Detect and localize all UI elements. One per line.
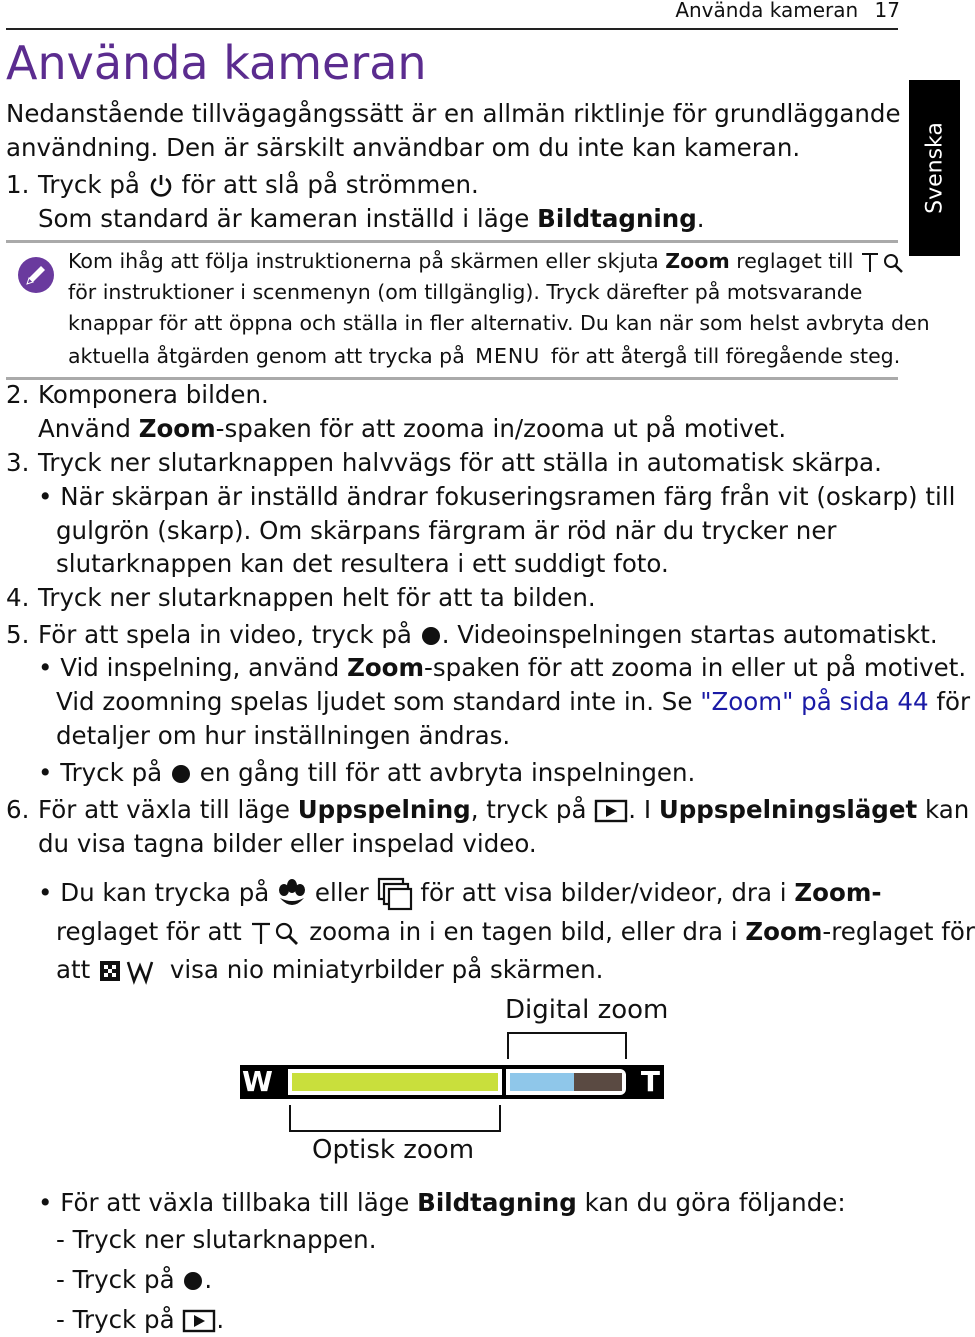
step-text: visa nio miniatyrbilder på skärmen. (169, 955, 604, 984)
step-text: eller (314, 878, 369, 907)
zoom-keyword: Zoom (138, 414, 216, 443)
step-text: Komponera bilden. (38, 380, 269, 409)
mode-name: Uppspelningsläget (658, 795, 918, 824)
step-number: 5. (6, 620, 30, 649)
zoom-keyword: Zoom (347, 653, 425, 682)
note-text: aktuella åtgärden genom att trycka på (68, 344, 465, 368)
step-text: Tryck ner slutarknappen helt för att ta bilden. (38, 583, 596, 612)
step-text: • Vid inspelning, använd (38, 653, 340, 682)
optical-zoom-label: Optisk zoom (312, 1135, 475, 1165)
language-tab-label: Svenska (922, 122, 947, 214)
step-text: för att slå på strömmen. (181, 170, 479, 199)
digital-zoom-fill (510, 1073, 574, 1091)
step-text: zooma in i en tagen bild, eller dra i (309, 917, 738, 946)
step-text: en gång till för att avbryta inspelningen. (199, 758, 696, 787)
step-5-bullet-1-end: detaljer om hur inställningen ändras. (56, 721, 511, 750)
step-number: 1. (6, 170, 30, 199)
mode-name: Uppspelning (297, 795, 471, 824)
step-3 (6, 446, 882, 480)
step-number: 6. (6, 795, 30, 824)
step-number: 2. (6, 380, 30, 409)
step-text: för (936, 687, 971, 716)
zoom-keyword: Zoom (745, 917, 823, 946)
note-text: Kom ihåg att följa instruktionerna på skärmen eller skjuta (68, 249, 659, 273)
thumbnail-wide-icon (98, 958, 162, 984)
continuous-shot-icon (377, 877, 413, 911)
step-text: Vid zoomning spelas ljudet som standard inte in. Se (56, 687, 693, 716)
mode-name: Bildtagning (417, 1188, 577, 1217)
step-text: -spaken för att zooma in eller ut på motivet. (424, 653, 967, 682)
step-6-bullet-1-end (56, 953, 603, 987)
step-5-bullet-2 (38, 756, 695, 790)
intro-line-2: användning. Den är särskilt användbar om du inte kan kameran. (6, 133, 801, 162)
step-text: -spaken för att zooma in/zooma ut på motivet. (215, 414, 787, 443)
step-text: - Tryck på (56, 1305, 175, 1334)
step-text: att (56, 955, 91, 984)
step-text: - (871, 878, 882, 907)
step-text: • Du kan trycka på (38, 878, 270, 907)
macro-flower-icon (277, 878, 307, 910)
step-3-bullet-3: slutarknappen kan det resultera i ett suddigt foto. (56, 549, 669, 578)
punct: . (696, 204, 705, 233)
step-2-detail (38, 412, 786, 446)
step-4 (6, 581, 596, 615)
step-text: -reglaget för (822, 917, 975, 946)
punct: . (204, 1265, 213, 1294)
note-text: reglaget till (736, 249, 854, 273)
record-button-icon (420, 625, 442, 647)
step-6-line-2: du visa tagna bilder eller inspelad video. (38, 829, 537, 858)
mode-name: Bildtagning (537, 204, 697, 233)
page-number: 17 (874, 0, 900, 22)
t-label: T (640, 1065, 660, 1098)
step-text: för att visa bilder/videor, dra i (420, 878, 787, 907)
step-text: • Tryck på (38, 758, 163, 787)
step-text: För att spela in video, tryck på (38, 620, 412, 649)
zoom-keyword: Zoom (794, 878, 872, 907)
playback-icon (594, 798, 628, 824)
step-1 (6, 168, 479, 202)
w-label: W (242, 1065, 273, 1098)
note-line-1 (68, 246, 906, 276)
digital-zoom-remaining (574, 1073, 622, 1091)
note-line-3: knappar för att öppna och ställa in fler alternativ. Du kan när som helst avbryta den (68, 311, 930, 335)
step-6-bullet-1 (38, 876, 882, 911)
return-bullet (38, 1186, 846, 1220)
step-6 (6, 793, 969, 827)
step-1-detail (38, 202, 705, 236)
tele-zoom-icon (250, 920, 302, 946)
power-icon (148, 173, 174, 199)
digital-zoom-bracket (506, 1029, 630, 1061)
step-number: 3. (6, 448, 30, 477)
note-line-4 (68, 341, 900, 371)
step-3-bullet-2: gulgrön (skarp). Om skärpans färgram är röd när du trycker ner (56, 516, 837, 545)
note-text: för att återgå till föregående steg. (550, 344, 901, 368)
tele-zoom-icon (860, 250, 906, 274)
page-title: Använda kameran (6, 36, 427, 90)
intro-line-1: Nedanstående tillvägagångssätt är en allmän riktlinje för grundläggande (6, 99, 901, 128)
return-option-2 (56, 1263, 212, 1297)
zoom-diagram (230, 995, 680, 1175)
step-text: Använd (38, 414, 131, 443)
step-text: - Tryck på (56, 1265, 175, 1294)
step-text: För att växla till läge (38, 795, 290, 824)
optical-zoom-bracket (288, 1103, 504, 1135)
return-option-3 (56, 1303, 224, 1337)
step-text: Tryck ner slutarknappen halvvägs för att ställa in automatisk skärpa. (38, 448, 882, 477)
record-button-icon (182, 1270, 204, 1292)
running-title: Använda kameran (675, 0, 859, 22)
language-tab (909, 80, 960, 256)
step-number: 4. (6, 583, 30, 612)
step-3-bullet-1: • När skärpan är inställd ändrar fokuseringsramen färg från vit (oskarp) till (38, 482, 956, 511)
step-text: Tryck på (38, 170, 140, 199)
step-text: kan (924, 795, 970, 824)
step-6-bullet-1-cont (56, 915, 975, 949)
running-header (675, 0, 900, 22)
step-2 (6, 378, 269, 412)
note-rule-top (6, 240, 898, 243)
step-5-bullet-1-cont (56, 685, 970, 719)
pencil-note-icon (16, 255, 56, 295)
zoom-bar (240, 1065, 664, 1099)
step-text: , tryck på (470, 795, 587, 824)
step-5 (6, 618, 938, 652)
digital-zoom-label: Digital zoom (505, 995, 669, 1025)
zoom-keyword: Zoom (665, 249, 730, 273)
menu-button-label: MENU (475, 344, 541, 368)
playback-icon (182, 1308, 216, 1334)
header-rule (6, 28, 898, 30)
step-text: reglaget för att (56, 917, 242, 946)
note-line-2: för instruktioner i scenmenyn (om tillgänglig). Tryck därefter på motsvarande (68, 280, 863, 304)
step-5-bullet-1 (38, 651, 966, 685)
zoom-page-link[interactable]: "Zoom" på sida 44 (700, 687, 929, 716)
step-text: . I (628, 795, 652, 824)
punct: . (216, 1305, 225, 1334)
step-text: • För att växla tillbaka till läge (38, 1188, 410, 1217)
step-text: Som standard är kameran inställd i läge (38, 204, 530, 233)
step-text: kan du göra följande: (584, 1188, 846, 1217)
optical-zoom-fill (292, 1073, 498, 1091)
record-button-icon (170, 763, 192, 785)
step-text: . Videoinspelningen startas automatiskt. (441, 620, 938, 649)
return-option-1: - Tryck ner slutarknappen. (56, 1225, 377, 1254)
